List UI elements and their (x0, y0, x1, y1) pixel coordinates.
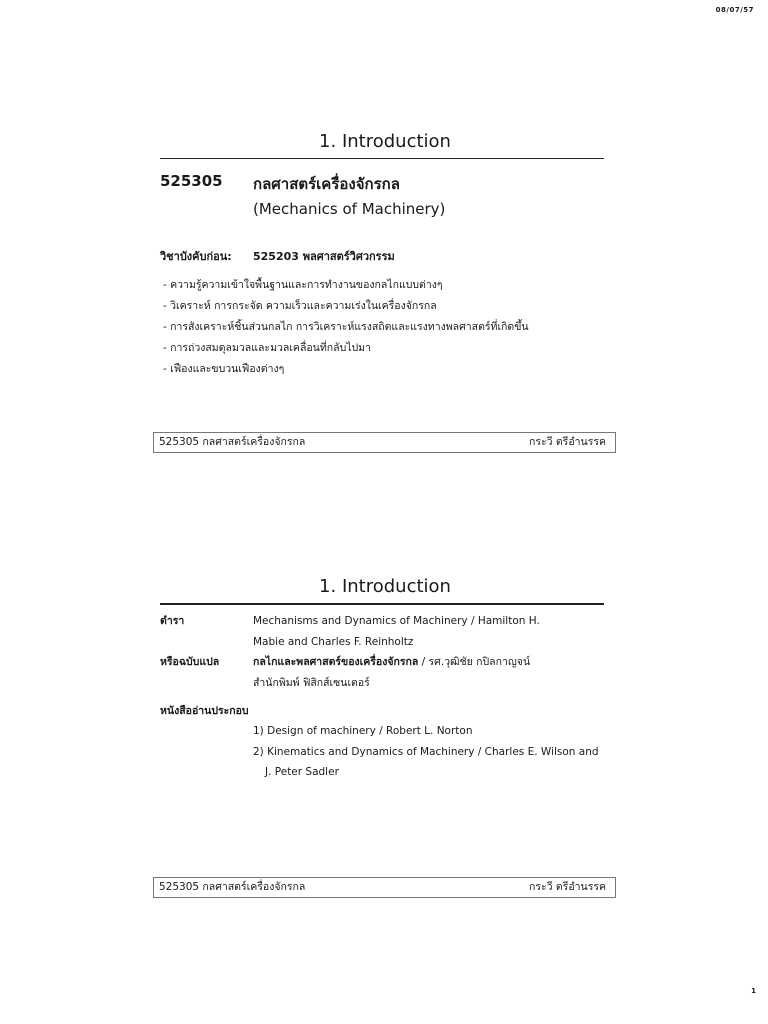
course-name-thai: กลศาสตร์เครื่องจักรกล (253, 175, 400, 193)
list-item: - การถ่วงสมดุลมวลและมวลเคลื่อนที่กลับไปมา (163, 342, 372, 354)
title-divider (160, 603, 604, 605)
course-code: 525305 (160, 172, 223, 190)
supplementary-label: หนังสืออ่านประกอบ (160, 705, 249, 717)
prerequisite-value: 525203 พลศาสตร์วิศวกรรม (253, 250, 395, 263)
translation-author: / รศ.วุฒิชัย กปิลกาญจน์ (418, 656, 531, 668)
slide-title: 1. Introduction (319, 131, 451, 152)
footer-author: กระวี ตรีอำนรรค (528, 881, 606, 893)
prerequisite-label: วิชาบังคับก่อน: (160, 250, 232, 263)
supplementary-book-2-cont: J. Peter Sadler (265, 766, 339, 778)
slide-title: 1. Introduction (319, 576, 451, 597)
slide-footer (153, 877, 616, 898)
translation-label: หรือฉบับแปล (160, 656, 220, 668)
supplementary-book-2: 2) Kinematics and Dynamics of Machinery / Charles E. Wilson and (253, 746, 599, 758)
print-date: 08/07/57 (715, 6, 754, 14)
list-item: - เฟืองและขบวนเฟืองต่างๆ (163, 363, 285, 375)
supplementary-book-1: 1) Design of machinery / Robert L. Norton (253, 725, 473, 737)
list-item: - ความรู้ความเข้าใจพื้นฐานและการทำงานของกลไกแบบต่างๆ (163, 279, 443, 291)
course-name-english: (Mechanics of Machinery) (253, 200, 446, 218)
footer-course: 525305 กลศาสตร์เครื่องจักรกล (159, 881, 306, 893)
textbook-line-1: Mechanisms and Dynamics of Machinery / Hamilton H. (253, 615, 540, 627)
translation-publisher: สำนักพิมพ์ ฟิสิกส์เซนเตอร์ (253, 677, 370, 689)
footer-course: 525305 กลศาสตร์เครื่องจักรกล (159, 436, 306, 448)
page-number: 1 (751, 987, 756, 995)
textbook-label: ตำรา (160, 615, 185, 627)
translation-title: กลไกและพลศาสตร์ของเครื่องจักรกล (253, 656, 419, 668)
title-divider (160, 158, 604, 159)
translation-entry (253, 652, 530, 673)
course-topics-list (163, 275, 529, 380)
footer-author: กระวี ตรีอำนรรค (528, 436, 606, 448)
textbook-line-2: Mabie and Charles F. Reinholtz (253, 636, 414, 648)
list-item: - การสังเคราะห์ชิ้นส่วนกลไก การวิเคราะห์แรงสถิตและแรงทางพลศาสตร์ที่เกิดขึ้น (163, 321, 529, 333)
list-item: - วิเคราะห์ การกระจัด ความเร็วและความเร่งในเครื่องจักรกล (163, 300, 437, 312)
slide-footer (153, 432, 616, 453)
